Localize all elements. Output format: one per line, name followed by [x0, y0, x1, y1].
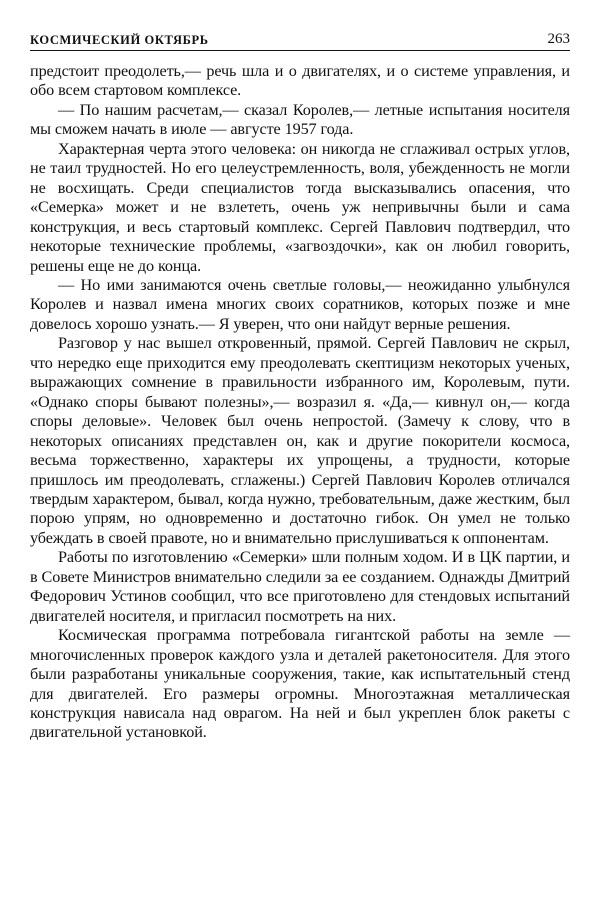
paragraph-continued: предстоит преодолеть,— речь шла и о двигателях, и о системе управления, и обо всем стартовом комплексе. — [30, 62, 570, 100]
paragraph-conversation: Разговор у нас вышел откровенный, прямой. Сергей Павлович не скрыл, что нередко еще приходится ему преодолевать скептицизм некоторых ученых, выражающих сомнение в правильности избранного им, Королевым, пути. «Однако споры бывают полезны»,— возразил я. «Да,— кивнул он,— когда споры деловые». Человек был очень непростой. (Замечу к слову, что в некоторых описаниях представлен он, как и другие покорители космоса, весьма торжественно, характеры их упрощены, а трудности, которые пришлось им преодолевать, сглажены.) Сергей Павлович Королев отличался твердым характером, бывал, когда нужно, требовательным, даже жестким, был порою упрям, но одновременно и достаточно гибок. Он умел не только убеждать в своей правоте, но и внимательно прислушиваться к оппонентам. — [30, 334, 570, 547]
page-number: 263 — [547, 31, 570, 47]
book-page — [30, 0, 570, 903]
paragraph-bright-minds: — Но ими занимаются очень светлые головы,— неожиданно улыбнулся Королев и назвал имена многих своих соратников, которых позже и мне довелось хорошо узнать.— Я уверен, что они найдут верные решения. — [30, 275, 570, 333]
paragraph-character: Характерная черта этого человека: он никогда не сглаживал острых углов, не таил трудностей. Но его целеустремленность, воля, убежденность не могли не восхищать. Среди специалистов тогда высказывались опасения, что «Семерка» может и не взлететь, очень уж непривычны были и сама конструкция, и весь стартовый комплекс. Сергей Павлович подтвердил, что некоторые технические проблемы, «загвоздочки», как он любил говорить, решены еще не до конца. — [30, 139, 570, 275]
running-header — [30, 30, 570, 51]
paragraph-dialogue-korolev: — По нашим расчетам,— сказал Королев,— летные испытания носителя мы сможем начать в июле — августе 1957 года. — [30, 100, 570, 139]
paragraph-space-program: Космическая программа потребовала гигантской работы на земле — многочисленных проверок каждого узла и деталей ракетоносителя. Для этого были разработаны уникальные сооружения, такие, как испытательный стенд для двигателей. Его размеры огромны. Многоэтажная металлическая конструкция нависала над оврагом. На ней и был укреплен блок ракеты с двигательной установкой. — [30, 626, 570, 742]
running-title: КОСМИЧЕСКИЙ ОКТЯБРЬ — [30, 33, 209, 47]
body-text — [30, 62, 570, 743]
paragraph-semyorka-work: Работы по изготовлению «Семерки» шли полным ходом. И в ЦК партии, и в Совете Министров внимательно следили за ее созданием. Однажды Дмитрий Федорович Устинов сообщил, что все приготовлено для стендовых испытаний двигателей носителя, и пригласил посмотреть на них. — [30, 548, 570, 625]
